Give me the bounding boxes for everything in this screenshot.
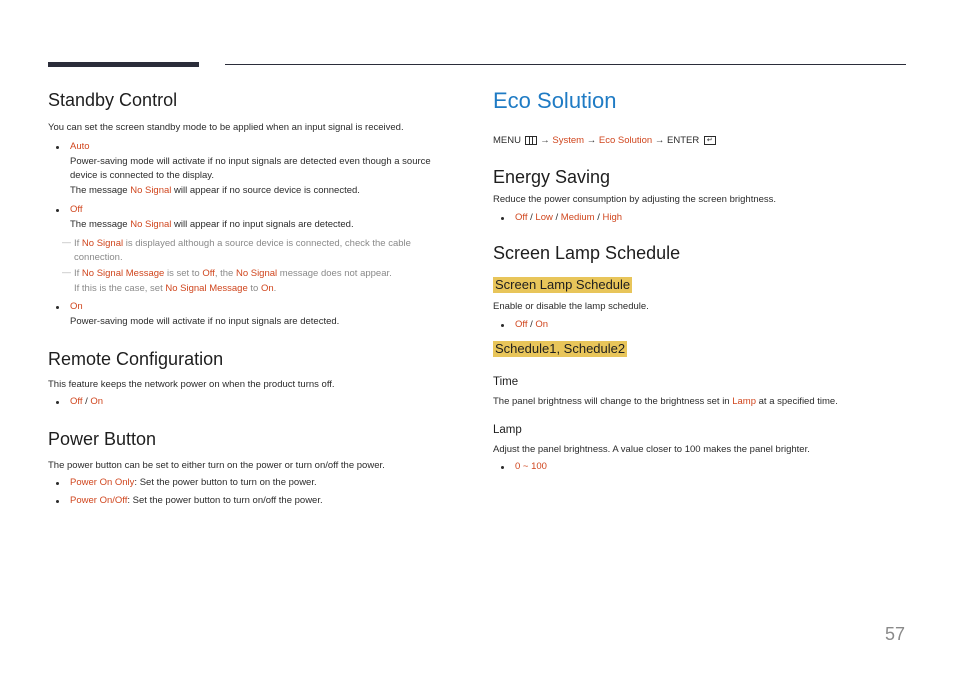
menu-arrow-1: → (537, 135, 553, 146)
header-bar-thick (48, 62, 199, 67)
remote-sep: / (82, 395, 91, 407)
schedule-subheading-wrap (493, 340, 913, 358)
power-item1-key: Power On Only (70, 476, 135, 488)
remote-opt-on: On (90, 395, 104, 407)
menu-word: MENU (493, 135, 521, 146)
power-option-on-off (48, 494, 458, 508)
lamp-heading: Lamp (493, 424, 522, 436)
energy-opt-high: High (602, 212, 623, 223)
time-desc-pre: The panel brightness will change to the brightness set in (493, 396, 733, 407)
menu-enter: ENTER (667, 135, 700, 146)
menu-eco-solution: Eco Solution (598, 135, 653, 146)
lamp-schedule-option-values (493, 318, 913, 332)
note2-line2-key2: On (260, 282, 274, 294)
power-button-heading: Power Button (48, 428, 157, 449)
lamp-schedule-desc: Enable or disable the lamp schedule. (493, 301, 649, 312)
note1-key: No Signal (81, 238, 124, 249)
off-msg-pre: The message (70, 218, 131, 230)
auto-label: Auto (70, 141, 90, 152)
time-desc (493, 395, 913, 409)
standby-control-desc: You can set the screen standby mode to be applied when an input signal is received. (48, 122, 404, 133)
note2-line2-key1: No Signal Message (165, 282, 248, 294)
energy-opt-low: Low (535, 212, 553, 223)
standby-option-auto (48, 140, 458, 154)
energy-options (493, 211, 913, 225)
auto-msg-key: No Signal (130, 185, 172, 196)
lamp-schedule-subheading-wrap (493, 276, 913, 294)
note2-key2: Off (202, 268, 215, 279)
lamp-desc: Adjust the panel brightness. A value closer to 100 makes the panel brighter. (493, 444, 810, 455)
lamp-options (493, 460, 913, 474)
remote-option-values (48, 395, 458, 409)
menu-path (493, 134, 913, 148)
power-option-on-only (48, 476, 458, 490)
note1-pre: If (74, 238, 82, 249)
energy-sep-3: / (594, 212, 603, 223)
menu-arrow-3: → (652, 135, 667, 146)
remote-configuration-heading: Remote Configuration (48, 348, 224, 369)
note2-line2-pre: If this is the case, set (74, 282, 166, 294)
power-item1-post: : Set the power button to turn on the power. (134, 476, 317, 488)
left-column (48, 86, 458, 508)
time-desc-key: Lamp (732, 396, 756, 407)
energy-sep-2: / (552, 212, 561, 223)
lamp-schedule-subheading: Screen Lamp Schedule (495, 277, 631, 292)
note2-mid2: , the (214, 268, 236, 279)
time-desc-post: at a specified time. (756, 396, 838, 407)
note2-pre: If (74, 268, 82, 279)
energy-sep-1: / (527, 212, 536, 223)
on-desc: Power-saving mode will activate if no input signals are detected. (70, 316, 340, 327)
auto-msg-post: will appear if no source device is connected. (171, 185, 360, 196)
note2-line2-post: . (273, 282, 277, 294)
energy-opt-off: Off (515, 212, 528, 223)
power-item2-post: : Set the power button to turn on/off the power. (127, 494, 323, 506)
note2-key1: No Signal Message (81, 268, 165, 279)
note2-mid1: is set to (164, 268, 203, 279)
menu-system: System (552, 135, 585, 146)
energy-saving-heading: Energy Saving (493, 167, 611, 187)
enter-icon: ↵ (704, 136, 716, 145)
auto-desc: Power-saving mode will activate if no input signals are detected even though a source device is connected to the display. (70, 156, 431, 181)
note2-line2-mid: to (247, 282, 261, 294)
screen-lamp-schedule-heading: Screen Lamp Schedule (493, 243, 681, 263)
note2-key3: No Signal (235, 268, 278, 279)
menu-icon (525, 136, 537, 145)
off-label: Off (70, 203, 83, 215)
standby-option-on (48, 300, 458, 314)
menu-arrow-2: → (584, 135, 599, 146)
note2-post: message does not appear. (277, 268, 392, 279)
remote-opt-off: Off (70, 395, 83, 407)
eco-solution-title: Eco Solution (493, 88, 617, 113)
auto-message (48, 184, 458, 198)
right-column (493, 86, 913, 474)
standby-options-on (48, 300, 458, 314)
header-rule (225, 64, 906, 65)
lamp-sep: / (527, 319, 536, 330)
standby-control-heading: Standby Control (48, 90, 178, 110)
note1-post: is displayed although a source device is connected, check the cable connection. (74, 238, 411, 263)
note-no-signal-message (48, 267, 458, 295)
standby-options (48, 140, 458, 154)
note2-line2 (74, 282, 458, 296)
schedule-subheading: Schedule1, Schedule2 (495, 341, 626, 356)
on-label: On (70, 301, 83, 312)
energy-opt-medium: Medium (560, 212, 595, 223)
note-no-signal-cable (48, 237, 458, 264)
power-item2-key: Power On/Off (70, 494, 128, 506)
lamp-range: 0 ~ 100 (515, 461, 547, 472)
remote-configuration-desc: This feature keeps the network power on when the product turns off. (48, 378, 335, 390)
off-msg-post: will appear if no input signals are detected. (171, 218, 354, 230)
power-options (48, 476, 458, 508)
page-number: 57 (885, 624, 906, 644)
power-button-desc: The power button can be set to either turn on the power or turn on/off the power. (48, 459, 385, 471)
time-heading: Time (493, 376, 519, 388)
energy-saving-desc: Reduce the power consumption by adjusting the screen brightness. (493, 194, 777, 205)
lamp-range-item (493, 460, 913, 474)
standby-options-off (48, 203, 458, 217)
off-message (48, 218, 458, 232)
off-msg-key: No Signal (130, 218, 172, 230)
lamp-schedule-options (493, 318, 913, 332)
remote-options (48, 395, 458, 409)
lamp-opt-on: On (535, 319, 549, 330)
energy-option-values (493, 211, 913, 225)
auto-msg-pre: The message (70, 185, 131, 196)
lamp-opt-off: Off (515, 319, 528, 330)
standby-option-off (48, 203, 458, 217)
